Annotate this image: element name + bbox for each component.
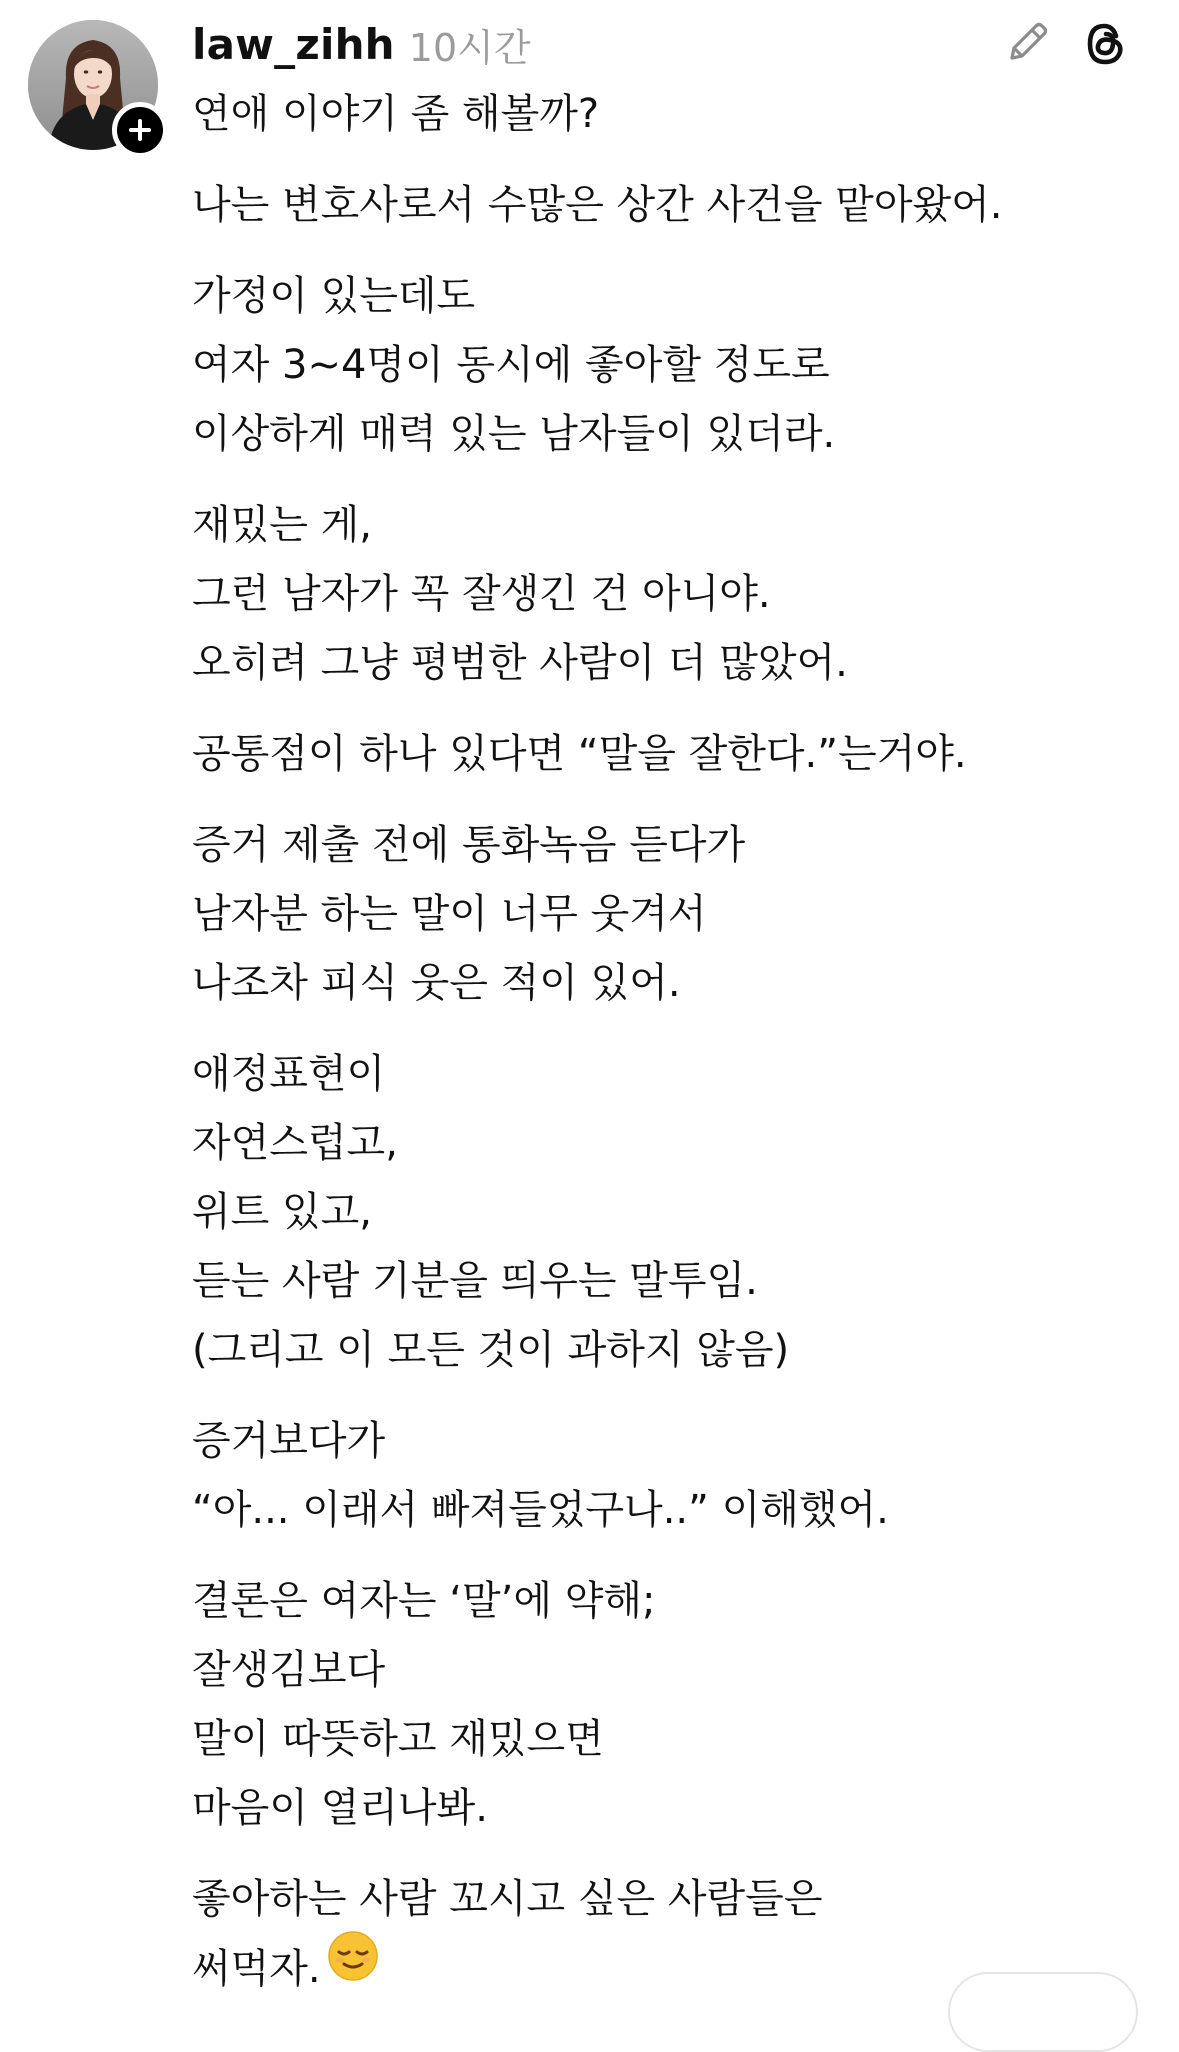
post-header <box>192 14 531 74</box>
follow-button[interactable] <box>112 102 168 158</box>
text-line: 오히려 그냥 평범한 사람이 더 많았어. <box>192 640 848 686</box>
text-line: 써먹자. <box>192 1946 321 1992</box>
paragraph <box>192 811 1152 1018</box>
paragraph <box>192 171 1152 240</box>
text-line: 이상하게 매력 있는 남자들이 있더라. <box>192 411 836 457</box>
paragraph <box>192 1040 1152 1385</box>
reply-bubble[interactable] <box>948 1972 1138 2052</box>
text-line: “아... 이래서 빠져들었구나..” 이해했어. <box>192 1487 889 1533</box>
text-line: 잘생김보다 <box>192 1647 386 1693</box>
text-line: 좋아하는 사람 꼬시고 싶은 사람들은 <box>192 1876 823 1922</box>
post-body <box>192 80 1152 2025</box>
username-link[interactable]: law_zihh <box>192 19 395 69</box>
text-line: 재밌는 게, <box>192 502 372 548</box>
text-line: (그리고 이 모든 것이 과하지 않음) <box>192 1327 790 1373</box>
avatar-container[interactable] <box>28 20 160 152</box>
text-line: 말이 따뜻하고 재밌으면 <box>192 1716 604 1762</box>
text-line: 나는 변호사로서 수많은 상간 사건을 맡아왔어. <box>192 182 1003 228</box>
threads-logo-button[interactable] <box>1076 14 1134 72</box>
paragraph <box>192 80 1152 149</box>
text-line: 결론은 여자는 ‘말’에 약해; <box>192 1578 656 1624</box>
relieved-face-emoji-icon <box>327 1930 379 2004</box>
pencil-icon <box>1004 18 1052 66</box>
plus-icon <box>126 116 154 144</box>
text-line: 나조차 피식 웃은 적이 있어. <box>192 960 681 1006</box>
post-timestamp: 10시간 <box>408 25 531 70</box>
edit-button[interactable] <box>1000 14 1056 70</box>
text-line: 애정표현이 <box>192 1051 386 1097</box>
threads-logo-icon <box>1080 18 1130 68</box>
text-line: 듣는 사람 기분을 띄우는 말투임. <box>192 1258 758 1304</box>
paragraph <box>192 720 1152 789</box>
text-line: 가정이 있는데도 <box>192 273 476 319</box>
text-line: 자연스럽고, <box>192 1120 398 1166</box>
text-line: 여자 3~4명이 동시에 좋아할 정도로 <box>192 342 830 388</box>
paragraph <box>192 1407 1152 1545</box>
text-line: 공통점이 하나 있다면 “말을 잘한다.”는거야. <box>192 731 967 777</box>
text-line: 증거 제출 전에 통화녹음 듣다가 <box>192 822 746 868</box>
text-line: 위트 있고, <box>192 1189 372 1235</box>
paragraph <box>192 262 1152 469</box>
text-line: 증거보다가 <box>192 1418 386 1464</box>
paragraph <box>192 491 1152 698</box>
text-line: 남자분 하는 말이 너무 웃겨서 <box>192 891 707 937</box>
text-line: 마음이 열리나봐. <box>192 1785 488 1831</box>
text-line: 그런 남자가 꼭 잘생긴 건 아니야. <box>192 571 771 617</box>
paragraph <box>192 1567 1152 1843</box>
text-line: 연애 이야기 좀 해볼까? <box>192 91 600 137</box>
